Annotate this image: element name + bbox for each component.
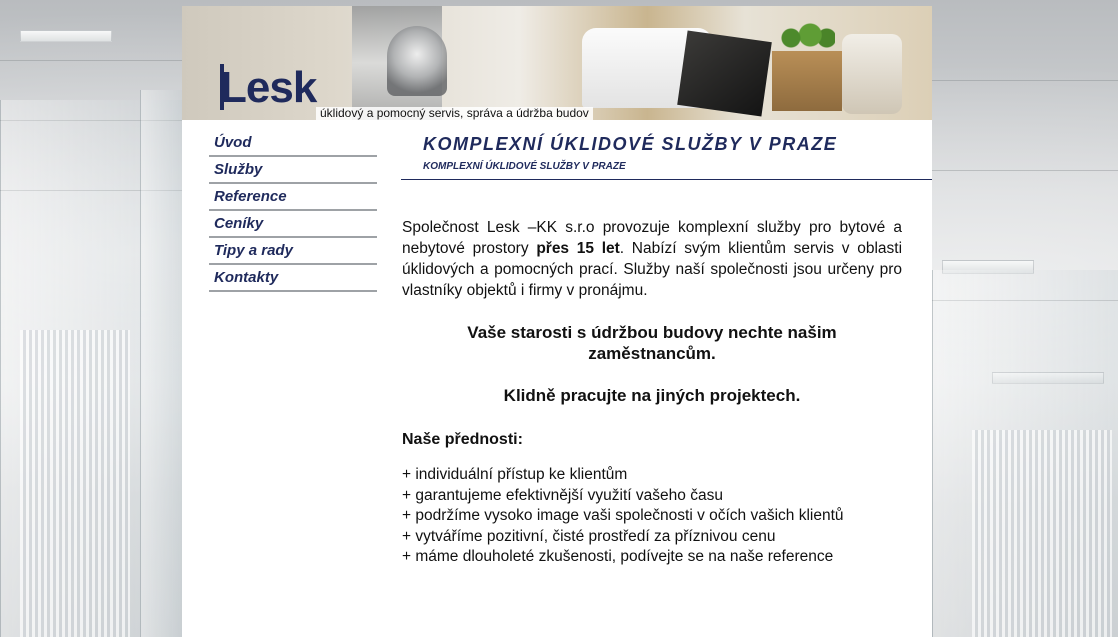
banner-photo-table — [772, 51, 842, 111]
page-subtitle: KOMPLEXNÍ ÚKLIDOVÉ SLUŽBY V PRAZE — [423, 161, 626, 172]
content-body — [402, 217, 902, 568]
advantage-item: + vytváříme pozitivní, čisté prostředí za příznivou cenu — [402, 527, 776, 545]
nav-item-kontakty[interactable]: Kontakty — [209, 267, 377, 292]
slogan-secondary: Klidně pracujte na jiných projektech. — [503, 386, 801, 405]
slogan-primary: Vaše starosti s údržbou budovy nechte našim zaměstnancům. — [467, 323, 837, 363]
header-banner — [182, 6, 932, 120]
advantage-item: + máme dlouholeté zkušenosti, podívejte se na naše reference — [402, 548, 834, 565]
banner-photo-blanket — [677, 30, 772, 116]
intro-paragraph — [402, 217, 902, 301]
advantages-list — [402, 465, 902, 568]
main-content — [401, 120, 932, 568]
advantage-item: + podržíme vysoko image vaši společnosti v očích vašich klientů — [402, 507, 844, 524]
banner-photo-chair — [842, 34, 902, 114]
advantages-heading: Naše přednosti: — [402, 431, 523, 448]
banner-photo-plants — [780, 20, 835, 50]
title-divider — [401, 179, 932, 180]
nav-item-sluzby[interactable]: Služby — [209, 159, 377, 184]
banner-photo-faucet — [387, 26, 447, 96]
intro-text-end: . Nabízí svým klientům servis v oblasti úklidových a pomocných prací. Služby naší společnosti jsou určeny pro vlastníky objektů i firmy v pronájmu. — [402, 240, 903, 299]
intro-text-start: Společnost Lesk –KK s.r.o provozuje komplexní služby pro bytové a nebytové prostory — [402, 219, 902, 257]
nav-item-reference[interactable]: Reference — [209, 186, 377, 211]
site-logo[interactable]: Lesk — [220, 63, 317, 112]
nav-item-uvod[interactable]: Úvod — [209, 132, 377, 157]
background-office-right — [932, 0, 1118, 637]
intro-text-highlight: přes 15 let — [536, 240, 620, 257]
site-tagline: úklidový a pomocný servis, správa a údržba budov — [316, 107, 593, 120]
page-title: KOMPLEXNÍ ÚKLIDOVÉ SLUŽBY V PRAZE — [423, 134, 838, 154]
background-office-left — [0, 0, 182, 637]
nav-item-ceniky[interactable]: Ceníky — [209, 213, 377, 238]
page-container — [182, 6, 932, 637]
advantage-item: + garantujeme efektivnější využití vašeho času — [402, 486, 723, 504]
main-navigation — [209, 132, 377, 294]
nav-item-tipy-a-rady[interactable]: Tipy a rady — [209, 240, 377, 265]
advantage-item: + individuální přístup ke klientům — [402, 466, 628, 483]
